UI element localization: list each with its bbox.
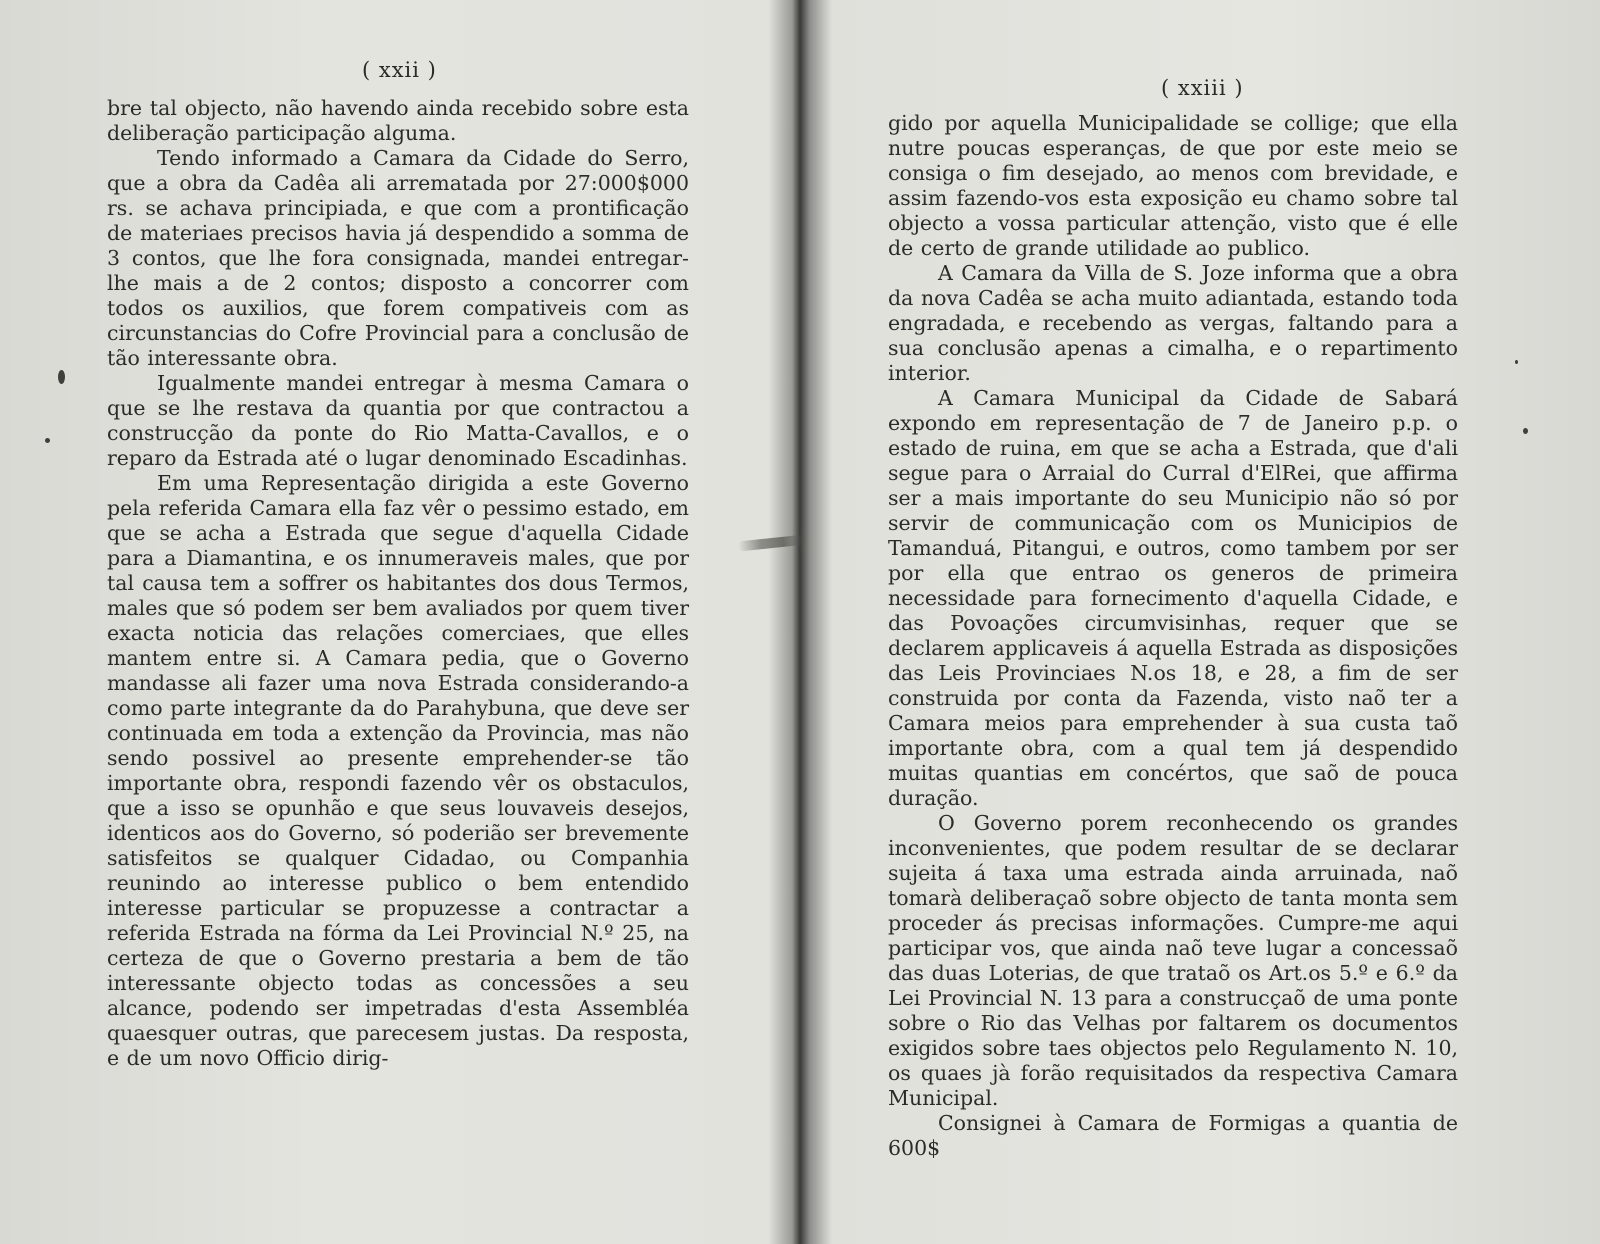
paragraph: Tendo informado a Camara da Cidade do Serro, que a obra da Cadêa ali arrematada por 27:000$000 rs. se achava principiada, e que com a prontificação de materiaes precisos havia já despendido a somma de 3 contos, que lhe fora consignada, mandei entregar-lhe mais a de 2 contos; disposto a concorrer com todos os auxilios, que forem compativeis com as circunstancias do Cofre Provincial para a conclusão de tão interessante obra. xyxy=(107,146,689,370)
left-page-body xyxy=(107,96,689,1071)
page-number-right: ( xxiii ) xyxy=(1161,76,1244,100)
ink-speck xyxy=(58,370,65,384)
paragraph: gido por aquella Municipalidade se collige; que ella nutre poucas esperanças, de que por este meio se consiga o fim desejado, ao menos com brevidade, e assim fazendo-vos esta exposição eu chamo sobre tal objecto a vossa particular attenção, visto que é elle de certo de grande utilidade ao publico. xyxy=(888,111,1458,260)
ink-speck xyxy=(45,438,50,443)
page-number-left: ( xxii ) xyxy=(362,58,437,82)
paragraph: bre tal objecto, não havendo ainda recebido sobre esta deliberação participação alguma. xyxy=(107,96,689,145)
paragraph: Em uma Representação dirigida a este Governo pela referida Camara ella faz vêr o pessimo estado, em que se acha a Estrada que segue d'aquella Cidade para a Diamantina, e os innumeraveis males, que por tal causa tem a soffrer os habitantes dos dous Termos, males que só podem ser bem avaliados por quem tiver exacta noticia das relações comerciaes, que elles mantem entre si. A Camara pedia, que o Governo mandasse ali fazer uma nova Estrada considerando-a como parte integrante da do Parahybuna, que deve ser continuada em toda a extenção da Provincia, mas não sendo possivel ao presente emprehender-se tão importante obra, respondi fazendo vêr os obstaculos, que a isso se opunhão e que seus louvaveis desejos, identicos aos do Governo, só poderião ser brevemente satisfeitos se qualquer Cidadao, ou Companhia reunindo ao interesse publico o bem entendido interesse particular se propuzesse a contractar a referida Estrada na fórma da Lei Provincial N.º 25, na certeza de que o Governo prestaria a bem de tão interessante objecto todas as concessões a seu alcance, podendo ser impetradas d'esta Assembléa quaesquer outras, que parecesem justas. Da resposta, e de um novo Officio dirig- xyxy=(107,471,689,1070)
paragraph: Consignei à Camara de Formigas a quantia de 600$ xyxy=(888,1111,1458,1160)
paragraph: A Camara Municipal da Cidade de Sabará expondo em representação de 7 de Janeiro p.p. o estado de ruina, em que se acha a Estrada, que d'ali segue para o Arraial do Curral d'ElRei, que affirma ser a mais importante do seu Municipio não só por servir de communicação com os Municipios de Tamanduá, Pitangui, e outros, como tambem por ser por ella que entrao os generos de primeira necessidade para fornecimento d'aquella Cidade, e das Povoações circumvisinhas, requer que se declarem applicaveis á aquella Estrada as disposições das Leis Provinciaes N.os 18, e 28, a fim de ser construida por conta da Fazenda, visto naõ ter a Camara meios para emprehender à sua custa taõ importante obra, com a qual tem já despendido muitas quantias em concértos, que saõ de pouca duração. xyxy=(888,386,1458,810)
paragraph: O Governo porem reconhecendo os grandes inconvenientes, que podem resultar de se declarar sujeita á taxa uma estrada ainda arruinada, naõ tomarà deliberaçaõ sobre objecto de tanta monta sem proceder ás precisas informações. Cumpre-me aqui participar vos, que ainda naõ teve lugar a concessaõ das duas Loterias, de que trataõ os Art.os 5.º e 6.º da Lei Provincial N. 13 para a construcçaõ de uma ponte sobre o Rio das Velhas por faltarem os documentos exigidos sobre taes objectos pelo Regulamento N. 10, os quaes jà forão requisitados da respectiva Camara Municipal. xyxy=(888,811,1458,1110)
ink-speck xyxy=(1523,428,1528,434)
ink-speck xyxy=(1515,360,1518,364)
paragraph: Igualmente mandei entregar à mesma Camara o que se lhe restava da quantia por que contractou a construcção da ponte do Rio Matta-Cavallos, e o reparo da Estrada até o lugar denominado Escadinhas. xyxy=(107,371,689,470)
paragraph: A Camara da Villa de S. Joze informa que a obra da nova Cadêa se acha muito adiantada, estando toda engradada, e recebendo as vergas, faltando para a sua conclusão apenas a cimalha, e o repartimento interior. xyxy=(888,261,1458,385)
right-page xyxy=(815,0,1600,1244)
right-page-body xyxy=(888,111,1458,1161)
